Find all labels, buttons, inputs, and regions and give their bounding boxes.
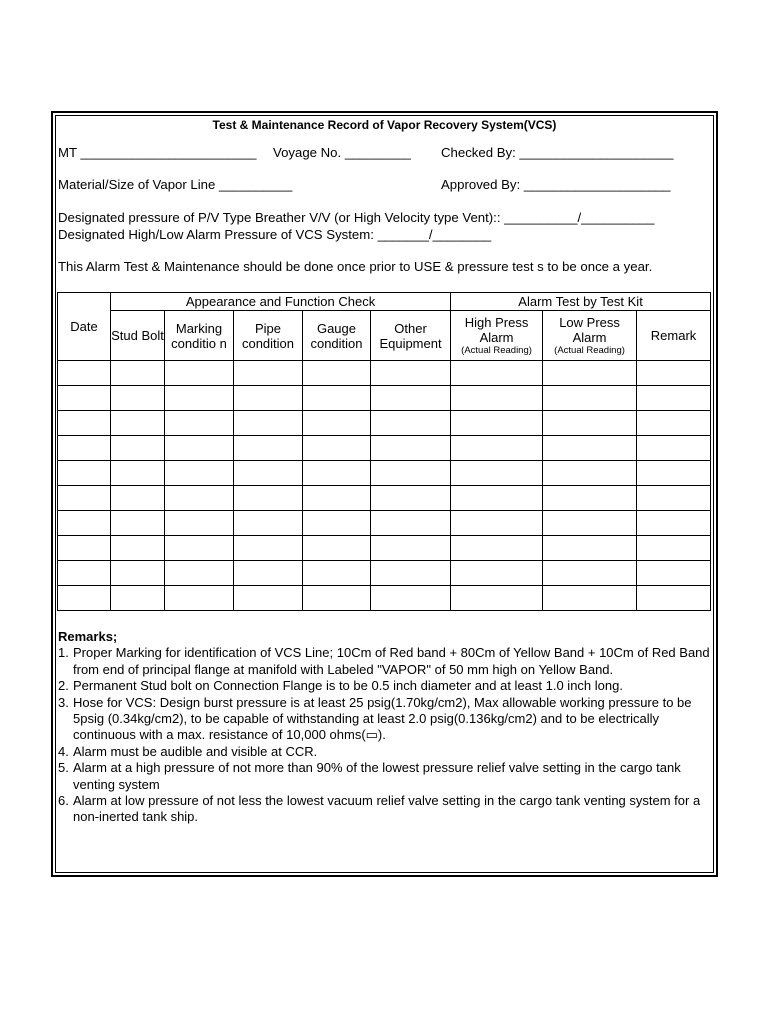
cell-gauge[interactable] <box>303 586 371 611</box>
remark-item <box>58 695 714 744</box>
cell-remark[interactable] <box>637 511 711 536</box>
cell-date[interactable] <box>58 361 111 386</box>
cell-pipe[interactable] <box>234 586 303 611</box>
cell-marking[interactable] <box>165 361 234 386</box>
remark-number: 4. <box>58 743 69 759</box>
cell-other-equipment[interactable] <box>371 461 451 486</box>
remark-item <box>58 678 714 694</box>
table-row <box>58 436 711 461</box>
cell-low-press-alarm[interactable] <box>543 561 637 586</box>
approved-by-field[interactable]: Approved By: ____________________ <box>441 177 671 192</box>
cell-pipe[interactable] <box>234 361 303 386</box>
cell-pipe[interactable] <box>234 386 303 411</box>
cell-low-press-alarm[interactable] <box>543 361 637 386</box>
cell-pipe[interactable] <box>234 411 303 436</box>
designated-pv-pressure-field[interactable]: Designated pressure of P/V Type Breather V/V (or High Velocity type Vent):: __________/__________ <box>58 210 655 225</box>
cell-stud-bolt[interactable] <box>111 411 165 436</box>
cell-date[interactable] <box>58 461 111 486</box>
remark-item <box>58 760 714 793</box>
cell-gauge[interactable] <box>303 436 371 461</box>
cell-high-press-alarm[interactable] <box>451 561 543 586</box>
cell-low-press-alarm[interactable] <box>543 436 637 461</box>
cell-marking[interactable] <box>165 511 234 536</box>
table-row <box>58 411 711 436</box>
cell-stud-bolt[interactable] <box>111 461 165 486</box>
cell-date[interactable] <box>58 436 111 461</box>
cell-low-press-alarm[interactable] <box>543 486 637 511</box>
table-row <box>58 561 711 586</box>
cell-low-press-alarm[interactable] <box>543 511 637 536</box>
table-row <box>58 361 711 386</box>
cell-high-press-alarm[interactable] <box>451 461 543 486</box>
remarks-section <box>58 629 714 826</box>
cell-other-equipment[interactable] <box>371 436 451 461</box>
table-row <box>58 461 711 486</box>
cell-remark[interactable] <box>637 536 711 561</box>
remark-text: Proper Marking for identification of VCS Line; 10Cm of Red band + 80Cm of Yellow Band + 10Cm of Red Band from end of principal flange at manifold with Labeled "VAPOR" of 50 mm high on Yellow Band. <box>73 645 710 677</box>
low-press-label: Low Press Alarm <box>559 314 620 345</box>
cell-date[interactable] <box>58 561 111 586</box>
cell-marking[interactable] <box>165 411 234 436</box>
cell-pipe[interactable] <box>234 486 303 511</box>
cell-other-equipment[interactable] <box>371 486 451 511</box>
remark-item <box>58 744 714 760</box>
remark-text: Alarm at a high pressure of not more than 90% of the lowest pressure relief valve setting in the cargo tank venting system <box>73 760 681 792</box>
header-appearance-group: Appearance and Function Check <box>111 293 451 311</box>
cell-remark[interactable] <box>637 561 711 586</box>
cell-gauge[interactable] <box>303 461 371 486</box>
cell-low-press-alarm[interactable] <box>543 411 637 436</box>
mt-field[interactable]: MT ________________________ <box>58 145 257 160</box>
remark-number: 6. <box>58 793 69 809</box>
cell-marking[interactable] <box>165 536 234 561</box>
cell-high-press-alarm[interactable] <box>451 411 543 436</box>
cell-stud-bolt[interactable] <box>111 586 165 611</box>
cell-high-press-alarm[interactable] <box>451 486 543 511</box>
cell-stud-bolt[interactable] <box>111 486 165 511</box>
form-title: Test & Maintenance Record of Vapor Recovery System(VCS) <box>212 118 557 132</box>
checked-by-field[interactable]: Checked By: _____________________ <box>441 145 674 160</box>
voyage-no-field[interactable]: Voyage No. _________ <box>273 145 411 160</box>
cell-pipe[interactable] <box>234 511 303 536</box>
cell-gauge[interactable] <box>303 411 371 436</box>
table-row <box>58 486 711 511</box>
table-row <box>58 536 711 561</box>
cell-marking[interactable] <box>165 461 234 486</box>
cell-low-press-alarm[interactable] <box>543 536 637 561</box>
remarks-title: Remarks; <box>58 629 118 644</box>
cell-marking[interactable] <box>165 386 234 411</box>
cell-stud-bolt[interactable] <box>111 536 165 561</box>
cell-stud-bolt[interactable] <box>111 561 165 586</box>
designated-alarm-pressure-field[interactable]: Designated High/Low Alarm Pressure of VCS System: _______/________ <box>58 227 492 242</box>
remark-item <box>58 793 714 826</box>
cell-other-equipment[interactable] <box>371 561 451 586</box>
cell-marking[interactable] <box>165 586 234 611</box>
header-stud-bolt: Stud Bolt <box>111 311 165 361</box>
cell-gauge[interactable] <box>303 486 371 511</box>
high-press-label: High Press Alarm <box>464 314 529 345</box>
cell-other-equipment[interactable] <box>371 536 451 561</box>
cell-marking[interactable] <box>165 561 234 586</box>
cell-other-equipment[interactable] <box>371 386 451 411</box>
cell-marking[interactable] <box>165 436 234 461</box>
cell-remark[interactable] <box>637 461 711 486</box>
cell-remark[interactable] <box>637 486 711 511</box>
cell-high-press-alarm[interactable] <box>451 586 543 611</box>
remark-number: 2. <box>58 678 69 694</box>
remark-number: 5. <box>58 760 69 776</box>
table-row <box>58 511 711 536</box>
table-row <box>58 386 711 411</box>
cell-pipe[interactable] <box>234 436 303 461</box>
cell-remark[interactable] <box>637 361 711 386</box>
instruction-text: This Alarm Test & Maintenance should be done once prior to USE & pressure test s to be once a year. <box>58 259 653 274</box>
cell-gauge[interactable] <box>303 386 371 411</box>
header-date: Date <box>58 293 111 361</box>
cell-stud-bolt[interactable] <box>111 361 165 386</box>
cell-other-equipment[interactable] <box>371 411 451 436</box>
remark-item <box>58 645 714 678</box>
cell-date[interactable] <box>58 536 111 561</box>
header-marking: Marking conditio n <box>165 311 234 361</box>
cell-stud-bolt[interactable] <box>111 386 165 411</box>
remark-text: Alarm at low pressure of not less the lowest vacuum relief valve setting in the cargo tank venting system for a non-inerted tank ship. <box>73 793 701 825</box>
cell-date[interactable] <box>58 411 111 436</box>
cell-pipe[interactable] <box>234 536 303 561</box>
cell-low-press-alarm[interactable] <box>543 461 637 486</box>
cell-remark[interactable] <box>637 411 711 436</box>
remark-text: Alarm must be audible and visible at CCR. <box>73 743 318 759</box>
cell-high-press-alarm[interactable] <box>451 436 543 461</box>
table-row <box>58 586 711 611</box>
cell-remark[interactable] <box>637 386 711 411</box>
cell-pipe[interactable] <box>234 561 303 586</box>
remark-text: Permanent Stud bolt on Connection Flange is to be 0.5 inch diameter and at least 1.0 inch long. <box>73 678 623 694</box>
cell-low-press-alarm[interactable] <box>543 586 637 611</box>
cell-other-equipment[interactable] <box>371 586 451 611</box>
material-size-field[interactable]: Material/Size of Vapor Line __________ <box>58 177 293 192</box>
header-high-press-alarm <box>451 311 543 361</box>
cell-high-press-alarm[interactable] <box>451 361 543 386</box>
high-press-note: (Actual Reading) <box>461 344 532 356</box>
cell-date[interactable] <box>58 486 111 511</box>
remark-number: 1. <box>58 645 69 661</box>
record-table <box>57 292 711 611</box>
header-low-press-alarm <box>543 311 637 361</box>
remark-number: 3. <box>58 694 69 710</box>
cell-marking[interactable] <box>165 486 234 511</box>
cell-gauge[interactable] <box>303 536 371 561</box>
low-press-note: (Actual Reading) <box>554 344 625 356</box>
header-alarm-group: Alarm Test by Test Kit <box>451 293 711 311</box>
cell-high-press-alarm[interactable] <box>451 386 543 411</box>
cell-remark[interactable] <box>637 586 711 611</box>
cell-high-press-alarm[interactable] <box>451 511 543 536</box>
remark-text: Hose for VCS: Design burst pressure is at least 25 psig(1.70kg/cm2), Max allowable working pressure to be 5psig (0.34kg/cm2), to be capable of withstanding at least 2.0 psig(0.136kg/cm2) and to be electrically continuous with a max. resistance of 10,000 ohms(▭). <box>73 694 692 743</box>
cell-date[interactable] <box>58 511 111 536</box>
cell-stud-bolt[interactable] <box>111 511 165 536</box>
cell-gauge[interactable] <box>303 561 371 586</box>
cell-date[interactable] <box>58 386 111 411</box>
cell-other-equipment[interactable] <box>371 511 451 536</box>
header-remark: Remark <box>637 311 711 361</box>
cell-low-press-alarm[interactable] <box>543 386 637 411</box>
cell-date[interactable] <box>58 586 111 611</box>
header-pipe: Pipe condition <box>234 311 303 361</box>
cell-remark[interactable] <box>637 436 711 461</box>
header-gauge: Gauge condition <box>303 311 371 361</box>
header-other-equipment: Other Equipment <box>371 311 451 361</box>
cell-gauge[interactable] <box>303 361 371 386</box>
cell-pipe[interactable] <box>234 461 303 486</box>
cell-gauge[interactable] <box>303 511 371 536</box>
cell-other-equipment[interactable] <box>371 361 451 386</box>
cell-high-press-alarm[interactable] <box>451 536 543 561</box>
cell-stud-bolt[interactable] <box>111 436 165 461</box>
